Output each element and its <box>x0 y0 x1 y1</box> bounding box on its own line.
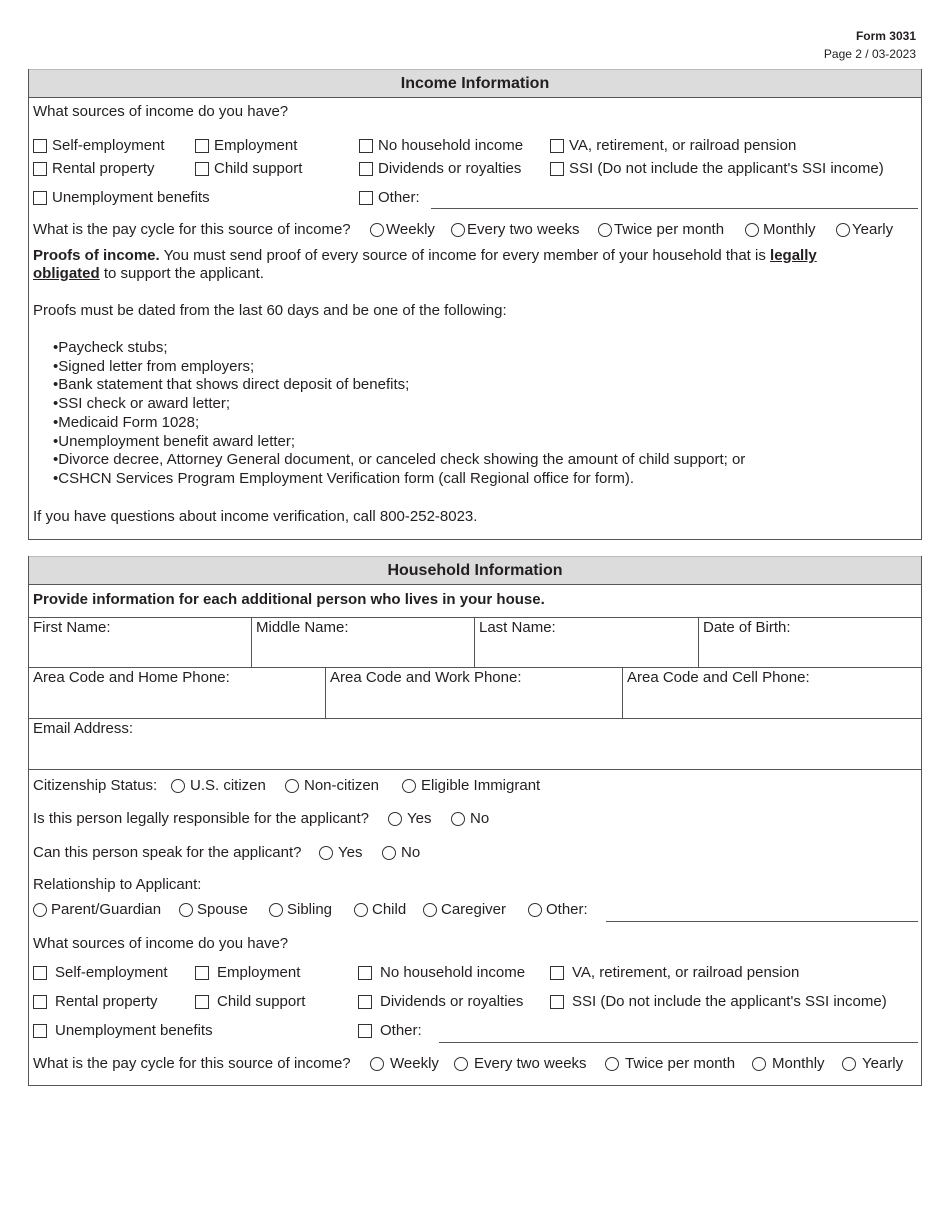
list-item: • Signed letter from employers; <box>53 358 921 377</box>
cell-phone-field[interactable]: Area Code and Cell Phone: <box>627 669 810 686</box>
citizenship-row <box>29 770 921 804</box>
list-item: • Bank statement that shows direct deposit of benefits; <box>53 376 921 395</box>
income-sources-row-3 <box>29 182 921 211</box>
checkbox-icon[interactable] <box>33 191 47 205</box>
page-info: Page 2 / 03-2023 <box>823 47 916 61</box>
checkbox-icon[interactable] <box>550 162 564 176</box>
income-pay-every-two-weeks[interactable]: Every two weeks <box>451 221 580 238</box>
household-sources-row-2 <box>29 988 921 1017</box>
relationship-row <box>29 897 921 931</box>
checkbox-icon[interactable] <box>358 966 372 980</box>
speak-for-row <box>29 838 921 871</box>
household-source-rental[interactable]: Rental property <box>33 993 158 1010</box>
checkbox-icon[interactable] <box>33 995 47 1009</box>
radio-icon[interactable] <box>605 1057 619 1071</box>
list-item: • Paycheck stubs; <box>53 339 921 358</box>
relationship-other[interactable]: Other: <box>528 901 588 918</box>
legally-responsible-yes[interactable]: Yes <box>388 810 431 827</box>
checkbox-icon[interactable] <box>195 139 209 153</box>
household-pay-monthly[interactable]: Monthly <box>752 1055 825 1072</box>
household-pay-cycle-question: What is the pay cycle for this source of income? <box>33 1055 351 1072</box>
form-header <box>824 27 916 63</box>
checkbox-icon[interactable] <box>359 139 373 153</box>
household-pay-every-two-weeks[interactable]: Every two weeks <box>454 1055 587 1072</box>
household-source-va-pension[interactable]: VA, retirement, or railroad pension <box>550 964 799 981</box>
income-source-no-household[interactable]: No household income <box>359 131 523 160</box>
household-source-employment[interactable]: Employment <box>195 964 300 981</box>
radio-icon[interactable] <box>752 1057 766 1071</box>
income-source-child-support[interactable]: Child support <box>195 160 302 177</box>
household-title: Household Information <box>29 556 921 585</box>
middle-name-field[interactable]: Middle Name: <box>252 618 475 667</box>
income-source-unemployment[interactable]: Unemployment benefits <box>33 189 210 206</box>
checkbox-icon[interactable] <box>359 191 373 205</box>
household-pay-cycle-row <box>29 1046 921 1082</box>
checkbox-icon[interactable] <box>33 139 47 153</box>
speak-for-question: Can this person speak for the applicant? <box>33 844 302 861</box>
list-item: • Divorce decree, Attorney General document, or canceled check showing the amount of child support; or <box>53 451 921 470</box>
checkbox-icon[interactable] <box>358 995 372 1009</box>
household-source-dividends[interactable]: Dividends or royalties <box>358 993 523 1010</box>
citizenship-non-citizen[interactable]: Non-citizen <box>285 777 379 794</box>
income-source-rental[interactable]: Rental property <box>33 160 155 177</box>
checkbox-icon[interactable] <box>33 1024 47 1038</box>
income-section <box>28 69 922 540</box>
checkbox-icon[interactable] <box>195 995 209 1009</box>
last-name-field[interactable]: Last Name: <box>475 618 699 667</box>
household-other-input[interactable] <box>439 1042 918 1043</box>
household-sources-row-1 <box>29 959 921 988</box>
speak-for-yes[interactable]: Yes <box>319 844 362 861</box>
radio-icon[interactable] <box>370 1057 384 1071</box>
radio-icon[interactable] <box>179 903 193 917</box>
checkbox-icon[interactable] <box>358 1024 372 1038</box>
checkbox-icon[interactable] <box>550 139 564 153</box>
list-item: • SSI check or award letter; <box>53 395 921 414</box>
legally-responsible-row <box>29 804 921 838</box>
income-title: Income Information <box>29 69 921 98</box>
household-source-child-support[interactable]: Child support <box>195 993 305 1010</box>
checkbox-icon[interactable] <box>195 162 209 176</box>
legally-responsible-no[interactable]: No <box>451 810 489 827</box>
radio-icon[interactable] <box>598 223 612 237</box>
citizenship-eligible-immigrant[interactable]: Eligible Immigrant <box>402 777 540 794</box>
household-source-unemployment[interactable]: Unemployment benefits <box>33 1022 213 1039</box>
radio-icon[interactable] <box>402 779 416 793</box>
income-pay-cycle-row <box>29 211 921 247</box>
relationship-parent[interactable]: Parent/Guardian <box>33 901 161 918</box>
household-source-ssi[interactable]: SSI (Do not include the applicant's SSI income) <box>550 993 887 1010</box>
relationship-child[interactable]: Child <box>354 901 406 918</box>
relationship-sibling[interactable]: Sibling <box>269 901 332 918</box>
radio-icon[interactable] <box>842 1057 856 1071</box>
radio-icon[interactable] <box>354 903 368 917</box>
radio-icon[interactable] <box>454 1057 468 1071</box>
income-source-self-employment[interactable]: Self-employment <box>33 131 165 160</box>
dob-field[interactable]: Date of Birth: <box>703 619 791 636</box>
citizenship-label: Citizenship Status: <box>33 777 158 794</box>
income-pay-cycle-question: What is the pay cycle for this source of income? <box>33 221 351 238</box>
checkbox-icon[interactable] <box>550 966 564 980</box>
checkbox-icon[interactable] <box>359 162 373 176</box>
radio-icon[interactable] <box>269 903 283 917</box>
household-pay-weekly[interactable]: Weekly <box>370 1055 439 1072</box>
household-pay-yearly[interactable]: Yearly <box>842 1055 903 1072</box>
speak-for-no[interactable]: No <box>382 844 420 861</box>
form-number: Form 3031 <box>855 29 916 43</box>
checkbox-icon[interactable] <box>33 966 47 980</box>
radio-icon[interactable] <box>528 903 542 917</box>
radio-icon[interactable] <box>382 846 396 860</box>
checkbox-icon[interactable] <box>33 162 47 176</box>
income-source-dividends[interactable]: Dividends or royalties <box>359 160 521 177</box>
proofs-paragraph: Proofs of income. You must send proof of every source of income for every member of your household that is legally obligated to support the applicant. <box>33 247 817 282</box>
home-phone-field[interactable]: Area Code and Home Phone: <box>29 668 326 718</box>
radio-icon[interactable] <box>171 779 185 793</box>
relationship-label: Relationship to Applicant: <box>33 876 202 893</box>
income-sources-question: What sources of income do you have? <box>33 103 289 120</box>
legally-responsible-question: Is this person legally responsible for the applicant? <box>33 810 370 827</box>
radio-icon[interactable] <box>370 223 384 237</box>
income-pay-twice-month[interactable]: Twice per month <box>598 221 724 238</box>
income-pay-yearly[interactable]: Yearly <box>836 221 893 238</box>
income-source-other[interactable]: Other: <box>359 189 420 206</box>
household-sources-question: What sources of income do you have? <box>33 935 289 952</box>
proof-list <box>29 339 921 489</box>
radio-icon[interactable] <box>451 223 465 237</box>
income-source-employment[interactable]: Employment <box>195 131 297 160</box>
work-phone-field[interactable]: Area Code and Work Phone: <box>326 668 623 718</box>
radio-icon[interactable] <box>319 846 333 860</box>
email-row <box>29 718 921 769</box>
household-source-self-employment[interactable]: Self-employment <box>33 964 168 981</box>
relationship-spouse[interactable]: Spouse <box>179 901 248 918</box>
list-item: • CSHCN Services Program Employment Verification form (call Regional office for form). <box>53 470 921 489</box>
household-source-other[interactable]: Other: <box>358 1022 422 1039</box>
income-sources-row-2 <box>29 153 921 182</box>
list-item: • Unemployment benefit award letter; <box>53 433 921 452</box>
household-pay-twice-month[interactable]: Twice per month <box>605 1055 735 1072</box>
checkbox-icon[interactable] <box>550 995 564 1009</box>
list-item: • Medicaid Form 1028; <box>53 414 921 433</box>
income-pay-monthly[interactable]: Monthly <box>745 221 816 238</box>
phone-row <box>29 667 921 718</box>
income-source-ssi[interactable]: SSI (Do not include the applicant's SSI income) <box>550 160 884 177</box>
citizenship-us[interactable]: U.S. citizen <box>171 777 266 794</box>
household-instruction: Provide information for each additional person who lives in your house. <box>33 591 545 608</box>
proofs-dated-text: Proofs must be dated from the last 60 days and be one of the following: <box>33 302 507 319</box>
income-source-va-pension[interactable]: VA, retirement, or railroad pension <box>550 131 796 160</box>
radio-icon[interactable] <box>745 223 759 237</box>
radio-icon[interactable] <box>33 903 47 917</box>
radio-icon[interactable] <box>388 812 402 826</box>
checkbox-icon[interactable] <box>195 966 209 980</box>
email-field[interactable]: Email Address: <box>33 720 134 737</box>
radio-icon[interactable] <box>423 903 437 917</box>
household-source-no-household[interactable]: No household income <box>358 964 525 981</box>
radio-icon[interactable] <box>285 779 299 793</box>
household-sources-row-3 <box>29 1017 921 1046</box>
radio-icon[interactable] <box>451 812 465 826</box>
income-questions-line: If you have questions about income verification, call 800-252-8023. <box>33 507 478 525</box>
first-name-field[interactable]: First Name: <box>29 618 252 667</box>
relationship-other-input[interactable] <box>606 921 918 922</box>
household-section <box>28 556 922 1086</box>
radio-icon[interactable] <box>836 223 850 237</box>
income-other-input[interactable] <box>431 208 918 209</box>
income-pay-weekly[interactable]: Weekly <box>370 221 435 238</box>
relationship-caregiver[interactable]: Caregiver <box>423 901 506 918</box>
income-sources-row-1 <box>29 124 921 153</box>
name-row <box>29 617 921 667</box>
